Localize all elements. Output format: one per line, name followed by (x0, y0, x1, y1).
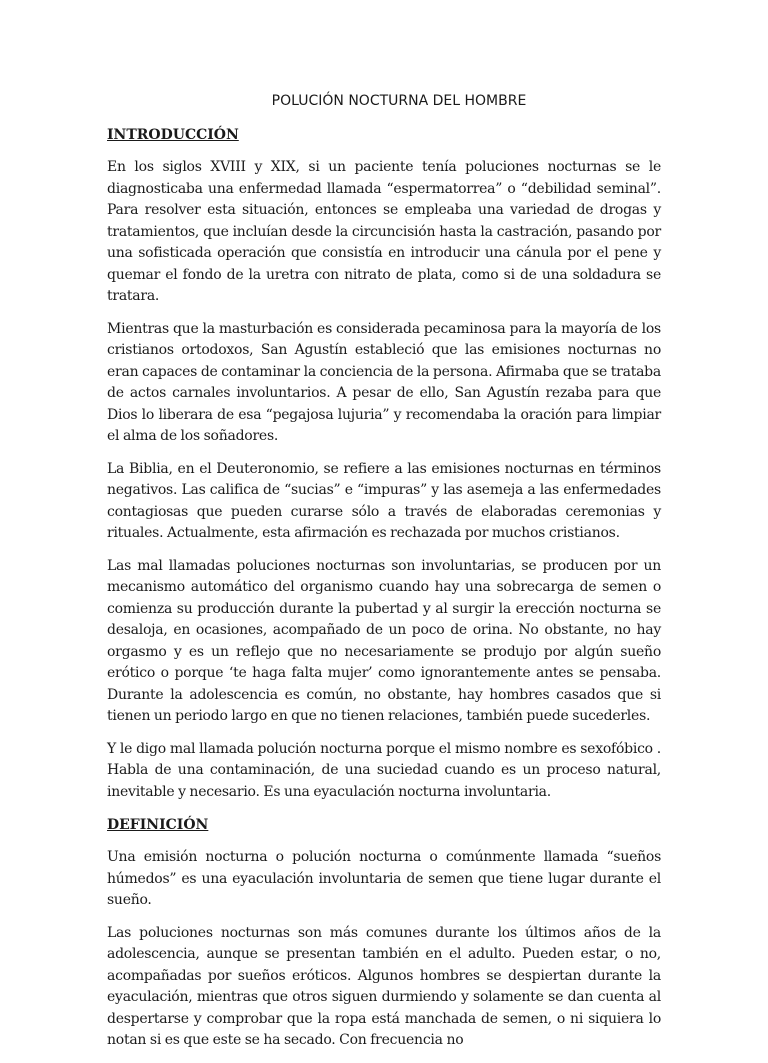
document-page (107, 90, 661, 1063)
paragraph: En los siglos XVIII y XIX, si un paciente tenía poluciones nocturnas se le diagnosticaba una enfermedad llamada “espermatorrea” o “debilidad seminal”. Para resolver esta situación, entonces se empleaba una variedad de drogas y tratamientos, que incluían desde la circuncisión hasta la castración, pasando por una sofisticada operación que consistía en introducir una cánula por el pene y quemar el fondo de la uretra con nitrato de plata, como si de una soldadura se tratara. (107, 159, 661, 304)
paragraph: La Biblia, en el Deuteronomio, se refiere a las emisiones nocturnas en términos negativos. Las califica de “sucias” e “impuras” y las asemeja a las enfermedades contagiosas que pueden curarse sólo a través de elaboradas ceremonias y rituales. Actualmente, esta afirmación es rechazada por muchos cristianos. (107, 460, 661, 541)
section-heading-definicion: DEFINICIÓN (107, 817, 209, 833)
paragraph: Las poluciones nocturnas son más comunes durante los últimos años de la adolescencia, aunque se presentan también en el adulto. Pueden estar, o no, acompañadas por sueños eróticos. Algunos hombres se despiertan durante la eyaculación, mientras que otros siguen durmiendo y solamente se dan cuenta al despertarse y comprobar que la ropa está manchada de semen, o ni siquiera lo notan si es que este se ha secado. Con frecuencia no (107, 924, 661, 1048)
section-introduccion (107, 124, 661, 803)
document-title: POLUCIÓN NOCTURNA DEL HOMBRE (271, 93, 527, 109)
paragraph: Una emisión nocturna o polución nocturna o comúnmente llamada “sueños húmedos” es una eyaculación involuntaria de semen que tiene lugar durante el sueño. (107, 849, 661, 908)
paragraph: Y le digo mal llamada polución nocturna porque el mismo nombre es sexofóbico . Habla de una contaminación, de una suciedad cuando es un proceso natural, inevitable y necesario. Es una eyaculación nocturna involuntaria. (107, 740, 661, 800)
section-definicion (107, 814, 661, 1052)
paragraph: Las mal llamadas poluciones nocturnas son involuntarias, se producen por un mecanismo automático del organismo cuando hay una sobrecarga de semen o comienza su producción durante la pubertad y al surgir la erección nocturna se desaloja, en ocasiones, acompañado de un poco de orina. No obstante, no hay orgasmo y es un reflejo que no necesariamente se produjo por algún sueño erótico o porque ‘te haga falta mujer’ como ignorantemente antes se pensaba. Durante la adolescencia es común, no obstante, hay hombres casados que si tienen un periodo largo en que no tienen relaciones, también puede sucederles. (107, 557, 661, 724)
section-heading-introduccion: INTRODUCCIÓN (107, 127, 239, 143)
paragraph: Mientras que la masturbación es considerada pecaminosa para la mayoría de los cristianos ortodoxos, San Agustín estableció que las emisiones nocturnas no eran capaces de contaminar la conciencia de la persona. Afirmaba que se trataba de actos carnales involuntarios. A pesar de ello, San Agustín rezaba para que Dios lo liberara de esa “pegajosa lujuria” y recomendaba la oración para limpiar el alma de los soñadores. (107, 320, 661, 444)
